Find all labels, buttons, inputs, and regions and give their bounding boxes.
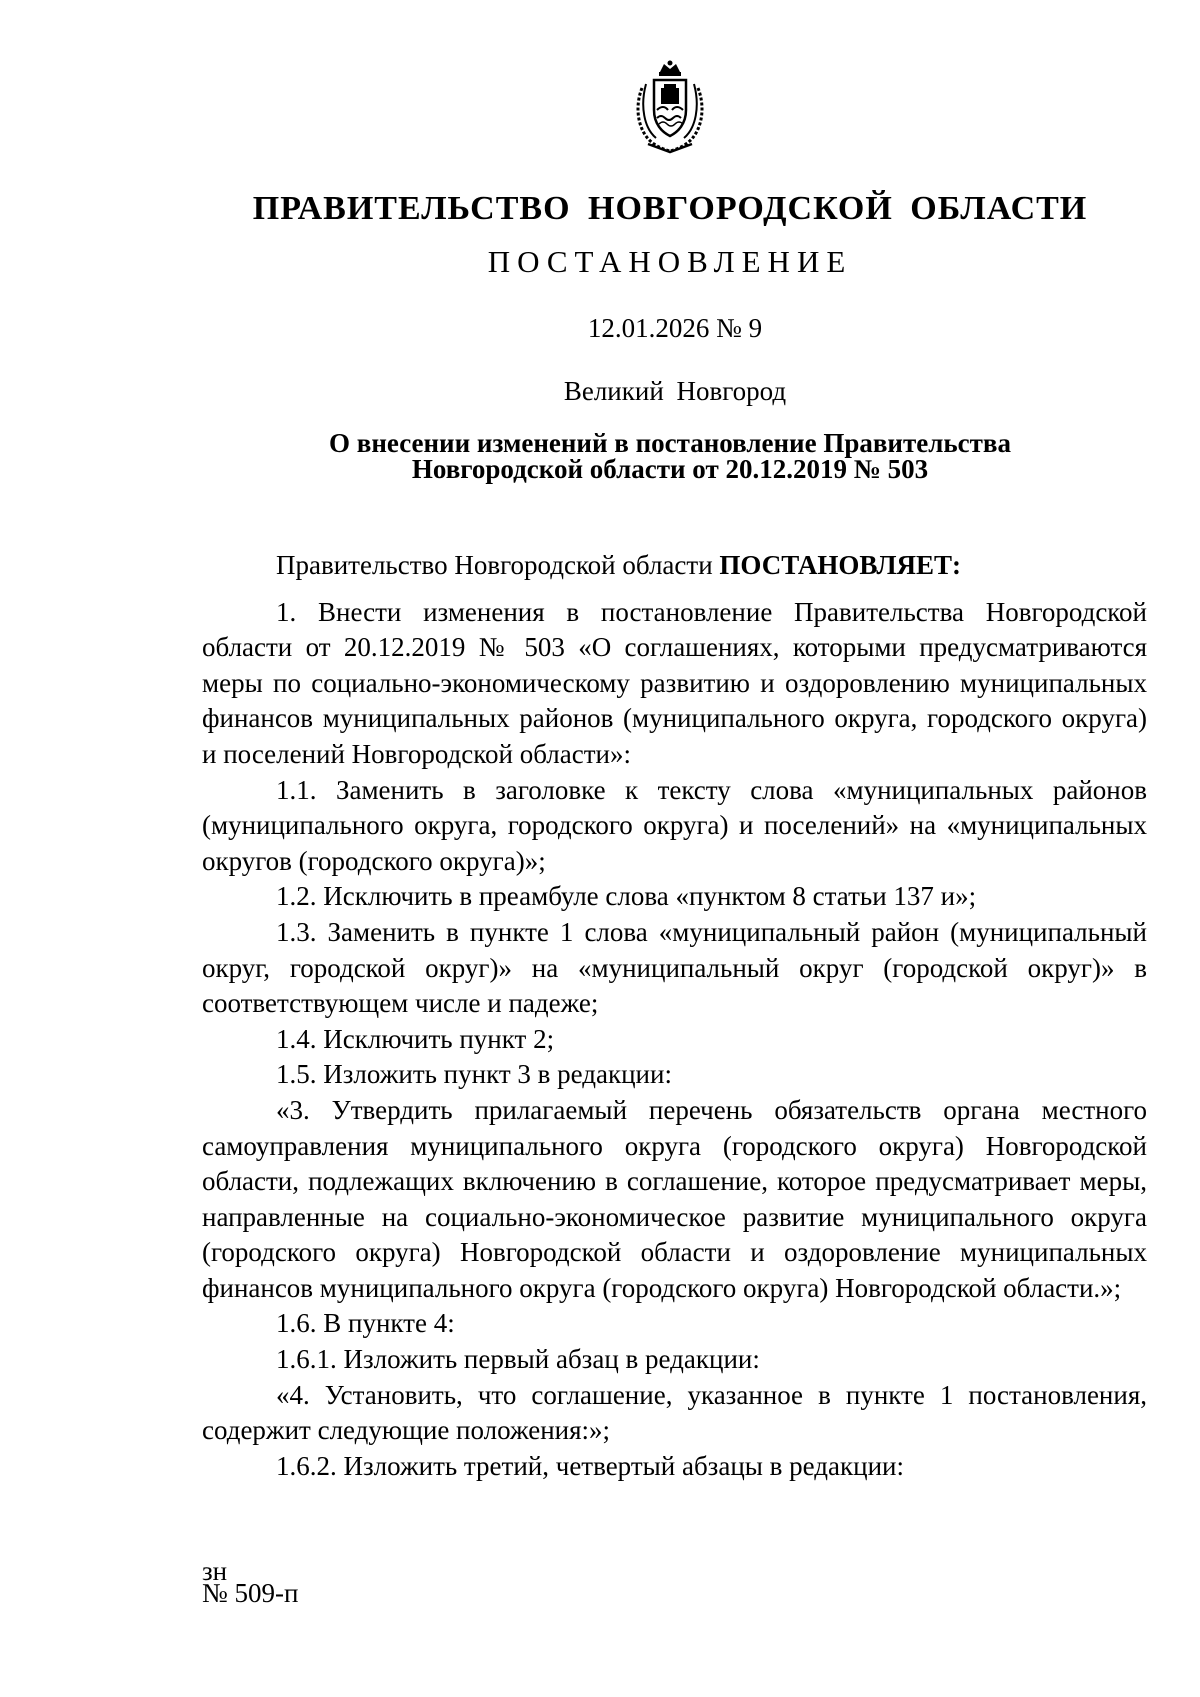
coat-of-arms-icon: [630, 58, 710, 154]
paragraph-1-6-2: 1.6.2. Изложить третий, четвертый абзацы в редакции:: [276, 1450, 904, 1481]
footer-doc-code: № 509-п: [202, 1578, 299, 1608]
paragraph-1-6-1: 1.6.1. Изложить первый абзац в редакции:: [276, 1344, 760, 1375]
paragraph-1-6: 1.6. В пункте 4:: [276, 1308, 455, 1339]
paragraph-quote-3: «3. Утвердить прилагаемый перечень обязательств органа местного самоуправления муниципального округа (городского округа) Новгородской области, подлежащих включению в соглашение, которое предусматривает меры, направленные на социально-экономическое развитие муниципального округа (городского округа) Новгородской области и оздоровление муниципальных финансов муниципального округа (городского округа) Новгородской области.»;: [202, 1094, 1147, 1303]
intro-decree-word: ПОСТАНОВЛЯЕТ:: [719, 550, 961, 580]
paragraph-1-1: 1.1. Заменить в заголовке к тексту слова «муниципальных районов (муниципального округа, городского округа) и поселений» на «муниципальных округов (городского округа)»;: [202, 774, 1147, 876]
document-body: [202, 548, 1147, 1484]
paragraph-quote-4: «4. Установить, что соглашение, указанное в пункте 1 постановления, содержит следующие положения:»;: [202, 1379, 1147, 1446]
paragraph-1-5: 1.5. Изложить пункт 3 в редакции:: [276, 1059, 672, 1090]
intro-paragraph: [202, 548, 1147, 584]
document-city: Великий Новгород: [563, 376, 787, 406]
document-title: [0, 430, 1200, 482]
intro-text: Правительство Новгородской области: [276, 550, 720, 580]
title-line-1: О внесении изменений в постановление Правительства: [329, 428, 1011, 458]
paragraph-1-3: 1.3. Заменить в пункте 1 слова «муниципальный район (муниципальный округ, городской округ)» на «муниципальный округ (городской округ)» в соответствующем числе и падеже;: [202, 916, 1147, 1019]
document-date-number: 12.01.2026 № 9: [587, 313, 763, 343]
paragraph-1-4: 1.4. Исключить пункт 2;: [276, 1023, 555, 1054]
document-footer: [202, 1556, 299, 1608]
organization-name: ПРАВИТЕЛЬСТВО НОВГОРОДСКОЙ ОБЛАСТИ: [252, 190, 1088, 227]
paragraph-1: 1. Внести изменения в постановление Правительства Новгородской области от 20.12.2019 № 503 «О соглашениях, которыми предусматриваются меры по социально-экономическому развитию и оздоровлению муниципальных финансов муниципальных районов (муниципального округа, городского округа) и поселений Новгородской области»:: [202, 596, 1147, 769]
document-type: ПОСТАНОВЛЕНИЕ: [487, 244, 853, 279]
footer-initials: зн: [202, 1556, 228, 1586]
paragraph-1-2: 1.2. Исключить в преамбуле слова «пунктом 8 статьи 137 и»;: [276, 881, 977, 912]
title-line-2: Новгородской области от 20.12.2019 № 503: [411, 454, 929, 484]
